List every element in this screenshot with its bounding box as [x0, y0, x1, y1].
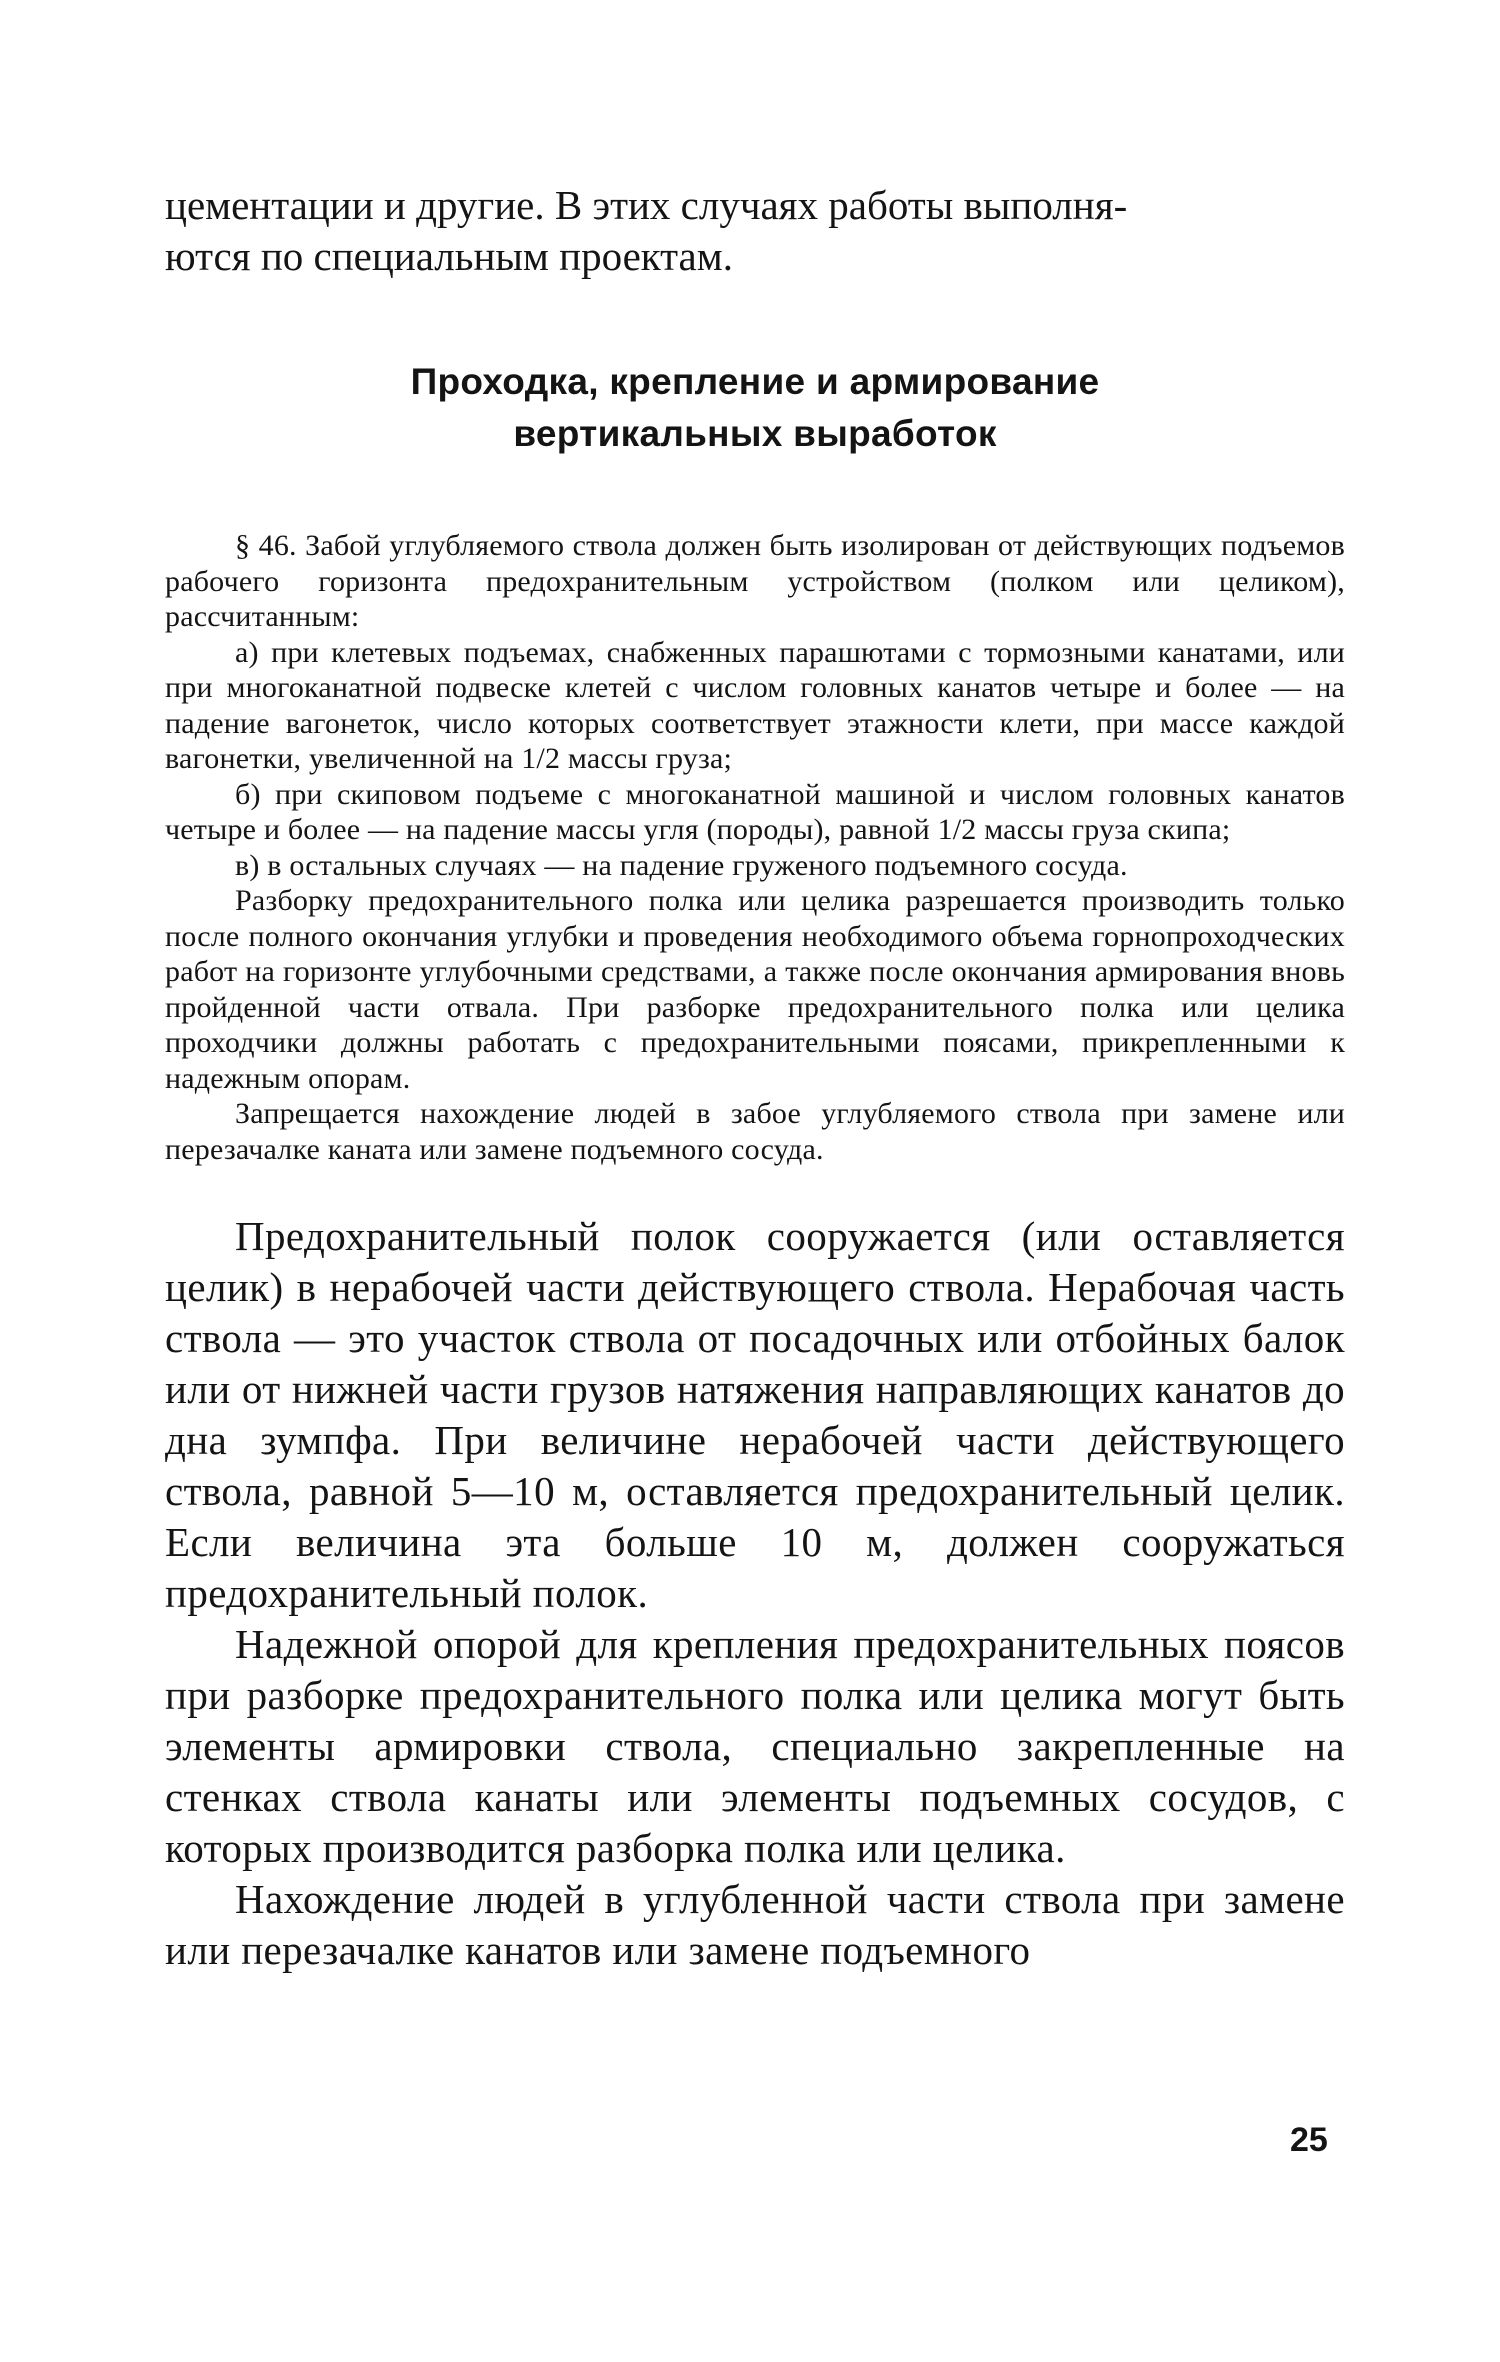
section-heading-line-2: вертикальных выработок — [513, 413, 997, 454]
intro-line-1: цементации и другие. В этих случаях работы выполня- — [165, 182, 1128, 228]
commentary-block — [165, 1211, 1345, 1976]
rule-paragraph: Запрещается нахождение людей в забое углубляемого ствола при замене или перезачалке каната или замене подъемного сосуда. — [165, 1097, 1345, 1166]
intro-paragraph — [165, 180, 1345, 282]
commentary-paragraph: Надежной опорой для крепления предохранительных поясов при разборке предохранительного полка или целика могут быть элементы армировки ствола, специально закрепленные на стенках ствола канаты или элементы подъемных сосудов, с которых производится разборка полка или целика. — [165, 1621, 1345, 1871]
commentary-paragraph: Нахождение людей в углубленной части ствола при замене или перезачалке канатов или замене подъемного — [165, 1876, 1345, 1973]
rule-paragraph: Разборку предохранительного полка или целика разрешается производить только после полного окончания углубки и проведения необходимого объема горнопроходческих работ на горизонте углубочными средствами, а также после окончания армирования вновь пройденной части отвала. При разборке предохранительного полка или целика проходчики должны работать с предохранительными поясами, прикрепленными к надежным опорам. — [165, 884, 1345, 1095]
rule-paragraph: § 46. Забой углубляемого ствола должен быть изолирован от действующих подъемов рабочего горизонта предохранительным устройством (полком или целиком), рассчитанным: — [165, 529, 1345, 633]
section-heading — [165, 356, 1345, 460]
commentary-paragraph: Предохранительный полок сооружается (или оставляется целик) в нерабочей части действующего ствола. Нерабочая часть ствола — это участок ствола от посадочных или отбойных балок или от нижней части грузов натяжения направляющих канатов до дна зумпфа. При величине нерабочей части действующего ствола, равной 5—10 м, оставляется предохранительный целик. Если величина эта больше 10 м, должен сооружаться предохранительный полок. — [165, 1213, 1345, 1616]
rule-paragraph: а) при клетевых подъемах, снабженных парашютами с тормозными канатами, или при многоканатной подвеске клетей с числом головных канатов четыре и более — на падение вагонеток, число которых соответствует этажности клети, при массе каждой вагонетки, увеличенной на 1/2 массы груза; — [165, 635, 1345, 775]
rule-paragraph: в) в остальных случаях — на падение груженого подъемного сосуда. — [235, 848, 1128, 882]
page-number: 25 — [1290, 2121, 1328, 2159]
rule-paragraph: б) при скиповом подъеме с многоканатной машиной и числом головных канатов четыре и более — на падение массы угля (породы), равной 1/2 массы груза скипа; — [165, 777, 1345, 846]
intro-line-2: ются по специальным проектам. — [165, 233, 733, 279]
section-heading-line-1: Проходка, крепление и армирование — [410, 361, 1100, 402]
rule-46-block — [165, 528, 1345, 1167]
book-page — [165, 180, 1345, 1976]
